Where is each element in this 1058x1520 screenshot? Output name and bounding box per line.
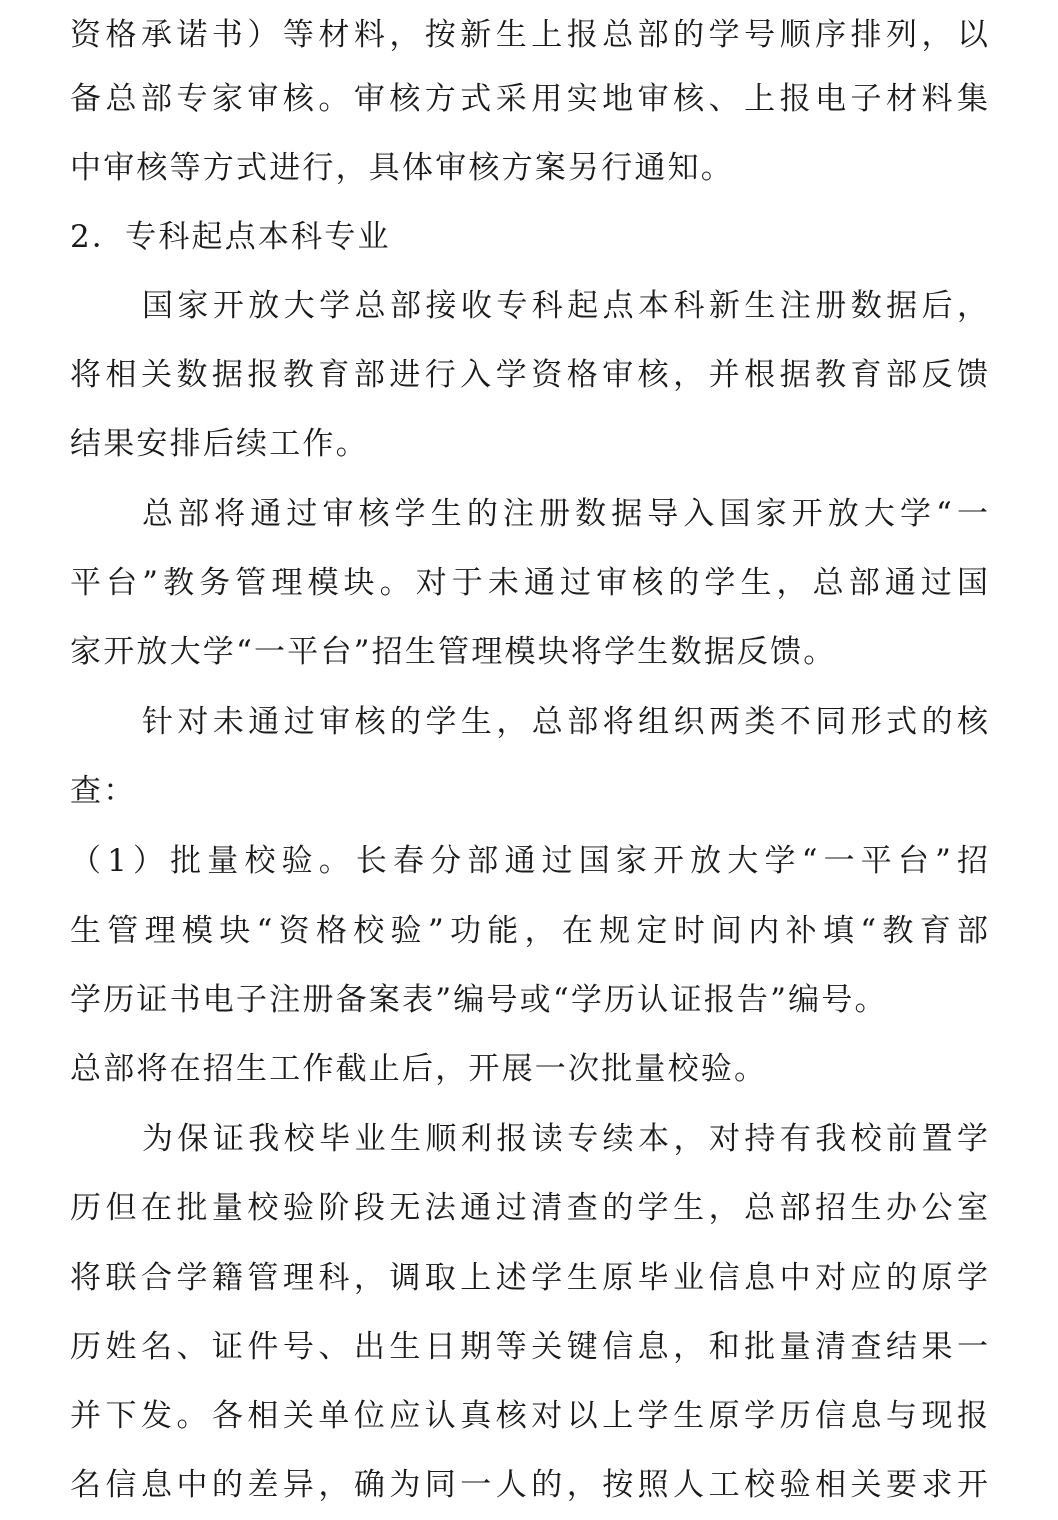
paragraph-line-21: 并下发。各相关单位应认真核对以上学生原学历信息与现报 bbox=[70, 1398, 988, 1434]
list-item-1-line-3: 学历证书电子注册备案表”编号或“学历认证报告”编号。 bbox=[70, 982, 888, 1018]
paragraph-line-18: 历但在批量校验阶段无法通过清查的学生，总部招生办公室 bbox=[70, 1190, 988, 1226]
section-heading: 2．专科起点本科专业 bbox=[70, 219, 391, 255]
paragraph-line-22: 名信息中的差异，确为同一人的，按照人工校验相关要求开 bbox=[70, 1467, 988, 1503]
paragraph-line-9: 平台”教务管理模块。对于未通过审核的学生，总部通过国 bbox=[70, 565, 988, 601]
paragraph-line-19: 将联合学籍管理科，调取上述学生原毕业信息中对应的原学 bbox=[70, 1260, 988, 1296]
list-item-1-line-4: 总部将在招生工作截止后，开展一次批量校验。 bbox=[70, 1051, 768, 1087]
paragraph-line-5: 国家开放大学总部接收专科起点本科新生注册数据后， bbox=[142, 288, 988, 324]
list-item-1-line-1: （1）批量校验。长春分部通过国家开放大学“一平台”招 bbox=[70, 843, 988, 879]
paragraph-line-3: 中审核等方式进行，具体审核方案另行通知。 bbox=[70, 150, 734, 186]
paragraph-line-20: 历姓名、证件号、出生日期等关键信息，和批量清查结果一 bbox=[70, 1329, 988, 1365]
paragraph-line-12: 查： bbox=[70, 773, 137, 809]
paragraph-line-10: 家开放大学“一平台”招生管理模块将学生数据反馈。 bbox=[70, 634, 837, 670]
list-item-1-line-2: 生管理模块“资格校验”功能，在规定时间内补填“教育部 bbox=[70, 913, 988, 949]
paragraph-line-2: 备总部专家审核。审核方式采用实地审核、上报电子材料集 bbox=[70, 81, 988, 117]
paragraph-line-7: 结果安排后续工作。 bbox=[70, 426, 369, 462]
paragraph-line-1: 资格承诺书）等材料，按新生上报总部的学号顺序排列，以 bbox=[70, 17, 988, 53]
paragraph-line-8: 总部将通过审核学生的注册数据导入国家开放大学“一 bbox=[142, 496, 988, 532]
paragraph-line-17: 为保证我校毕业生顺利报读专续本，对持有我校前置学 bbox=[142, 1121, 988, 1157]
paragraph-line-6: 将相关数据报教育部进行入学资格审核，并根据教育部反馈 bbox=[70, 357, 988, 393]
paragraph-line-11: 针对未通过审核的学生，总部将组织两类不同形式的核 bbox=[142, 704, 988, 740]
